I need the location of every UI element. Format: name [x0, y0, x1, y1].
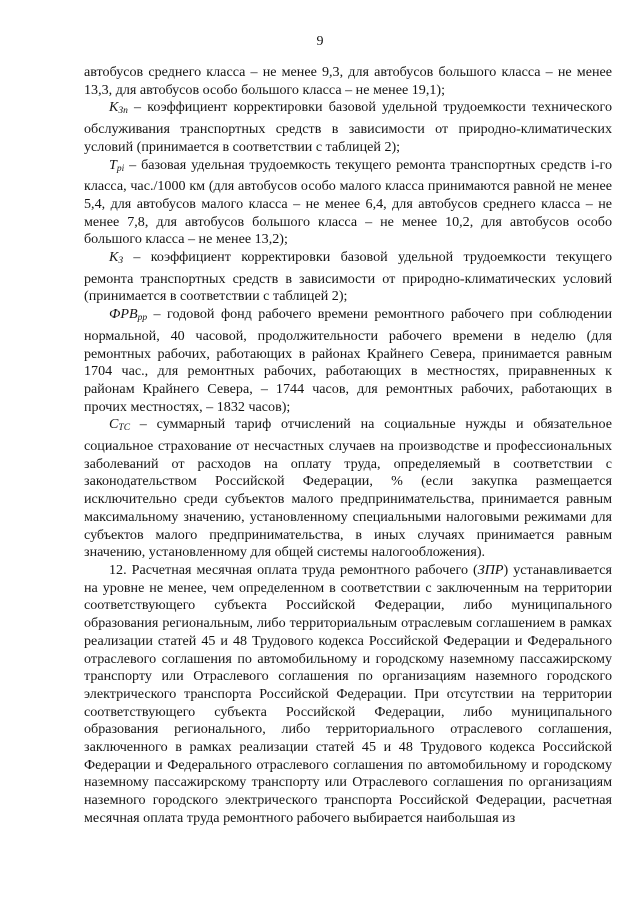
definition-text: – годовой фонд рабочего времени ремонтного рабочего при соблюдении нормальной, 40 часовой, продолжительности рабочего времени в неделю (для ремонтных рабочих, работающих в районах Крайнего Севера, принимается равным 1704 час., для ремонтных рабочих, работающих в местностях, приравненных к районам Крайнего Севера, – 1744 часов, для ремонтных рабочих, работающих в прочих местностях, – 1832 часов);	[84, 306, 612, 415]
clause-text-before: 12. Расчетная месячная оплата труда ремонтного рабочего (	[109, 561, 478, 578]
definition-text: – коэффициент корректировки базовой удельной трудоемкости текущего ремонта транспортных средств в зависимости от природно-климатических условий (принимается в соответствии с таблицей 2);	[84, 249, 612, 305]
symbol-zpr: ЗПР	[477, 561, 504, 578]
page-number: 9	[316, 34, 324, 49]
symbol-k: К	[109, 99, 119, 116]
definition-frv-rr	[84, 306, 612, 416]
definition-k-z	[84, 249, 612, 306]
clause-text-after: ) устанавливается на уровне не менее, чем определенном в соответствии с заключенным на территории соответствующего субъекта Российской Федерации, либо муниципального образования региональным, либо территориальным отраслевым соглашением в рамках реализации статей 45 и 48 Трудового кодекса Российской Федерации и Федерального отраслевого соглашения по автомобильному и городскому наземному пассажирскому транспорту или Отраслевого соглашения по организациям наземного городского электрического транспорта Российской Федерации. При отсутствии на территории соответствующего субъекта Российской Федерации, либо муниципального образования регионального, либо территориального отраслевого соглашения, заключенного в рамках реализации статей 45 и 48 Трудового кодекса Российской Федерации и Федерального отраслевого соглашения по автомобильному и городскому наземному пассажирскому транспорту или Отраслевого соглашения по организациям наземного городского электрического транспорта Российской Федерации, расчетная месячная оплата труда ремонтного рабочего выбирается наибольшая из	[84, 561, 612, 826]
symbol-frv: ФРВ	[109, 306, 138, 323]
document-body	[84, 64, 612, 828]
paragraph-continuation: автобусов среднего класса – не менее 9,3, для автобусов большого класса – не менее 13,3, для автобусов особо большого класса – не менее 19,1);	[84, 64, 612, 98]
symbol-subscript: Зп	[118, 106, 128, 117]
symbol-k: К	[109, 249, 119, 266]
definition-k-zp	[84, 99, 612, 156]
definition-text: – базовая удельная трудоемкость текущего ремонта транспортных средств i-го класса, час./1000 км (для автобусов особо малого класса принимаются равной не менее 5,4, для автобусов малого класса – не менее 6,4, для автобусов среднего класса – не менее 7,8, для автобусов большого класса – не менее 10,2, для автобусов особо большого класса – не менее 13,2);	[84, 156, 612, 248]
clause-12	[84, 562, 612, 828]
definition-c-ts	[84, 416, 612, 562]
symbol-subscript: ТС	[118, 423, 131, 434]
symbol-t: Т	[109, 156, 117, 173]
definition-t-pi	[84, 157, 612, 250]
symbol-subscript: З	[118, 256, 124, 267]
symbol-subscript: рр	[137, 313, 148, 324]
definition-text: – коэффициент корректировки базовой удельной трудоемкости технического обслуживания транспортных средств в зависимости от природно-климатических условий (принимается в соответствии с таблицей 2);	[84, 99, 612, 155]
symbol-c: С	[109, 416, 119, 433]
symbol-subscript: pi	[116, 163, 125, 174]
definition-text: – суммарный тариф отчислений на социальные нужды и обязательное социальное страхование от несчастных случаев на производстве и профессиональных заболеваний от расходов на оплату труда, определяемый в соответствии с законодательством Российской Федерации, % (если закупка размещается исключительно среди субъектов малого предпринимательства, принимается равным максимальному значению, установленному специальными налоговыми режимами для субъектов малого предпринимательства, в иных случаях принимается равным значению, установленному для общей системы налогообложения).	[84, 416, 612, 561]
